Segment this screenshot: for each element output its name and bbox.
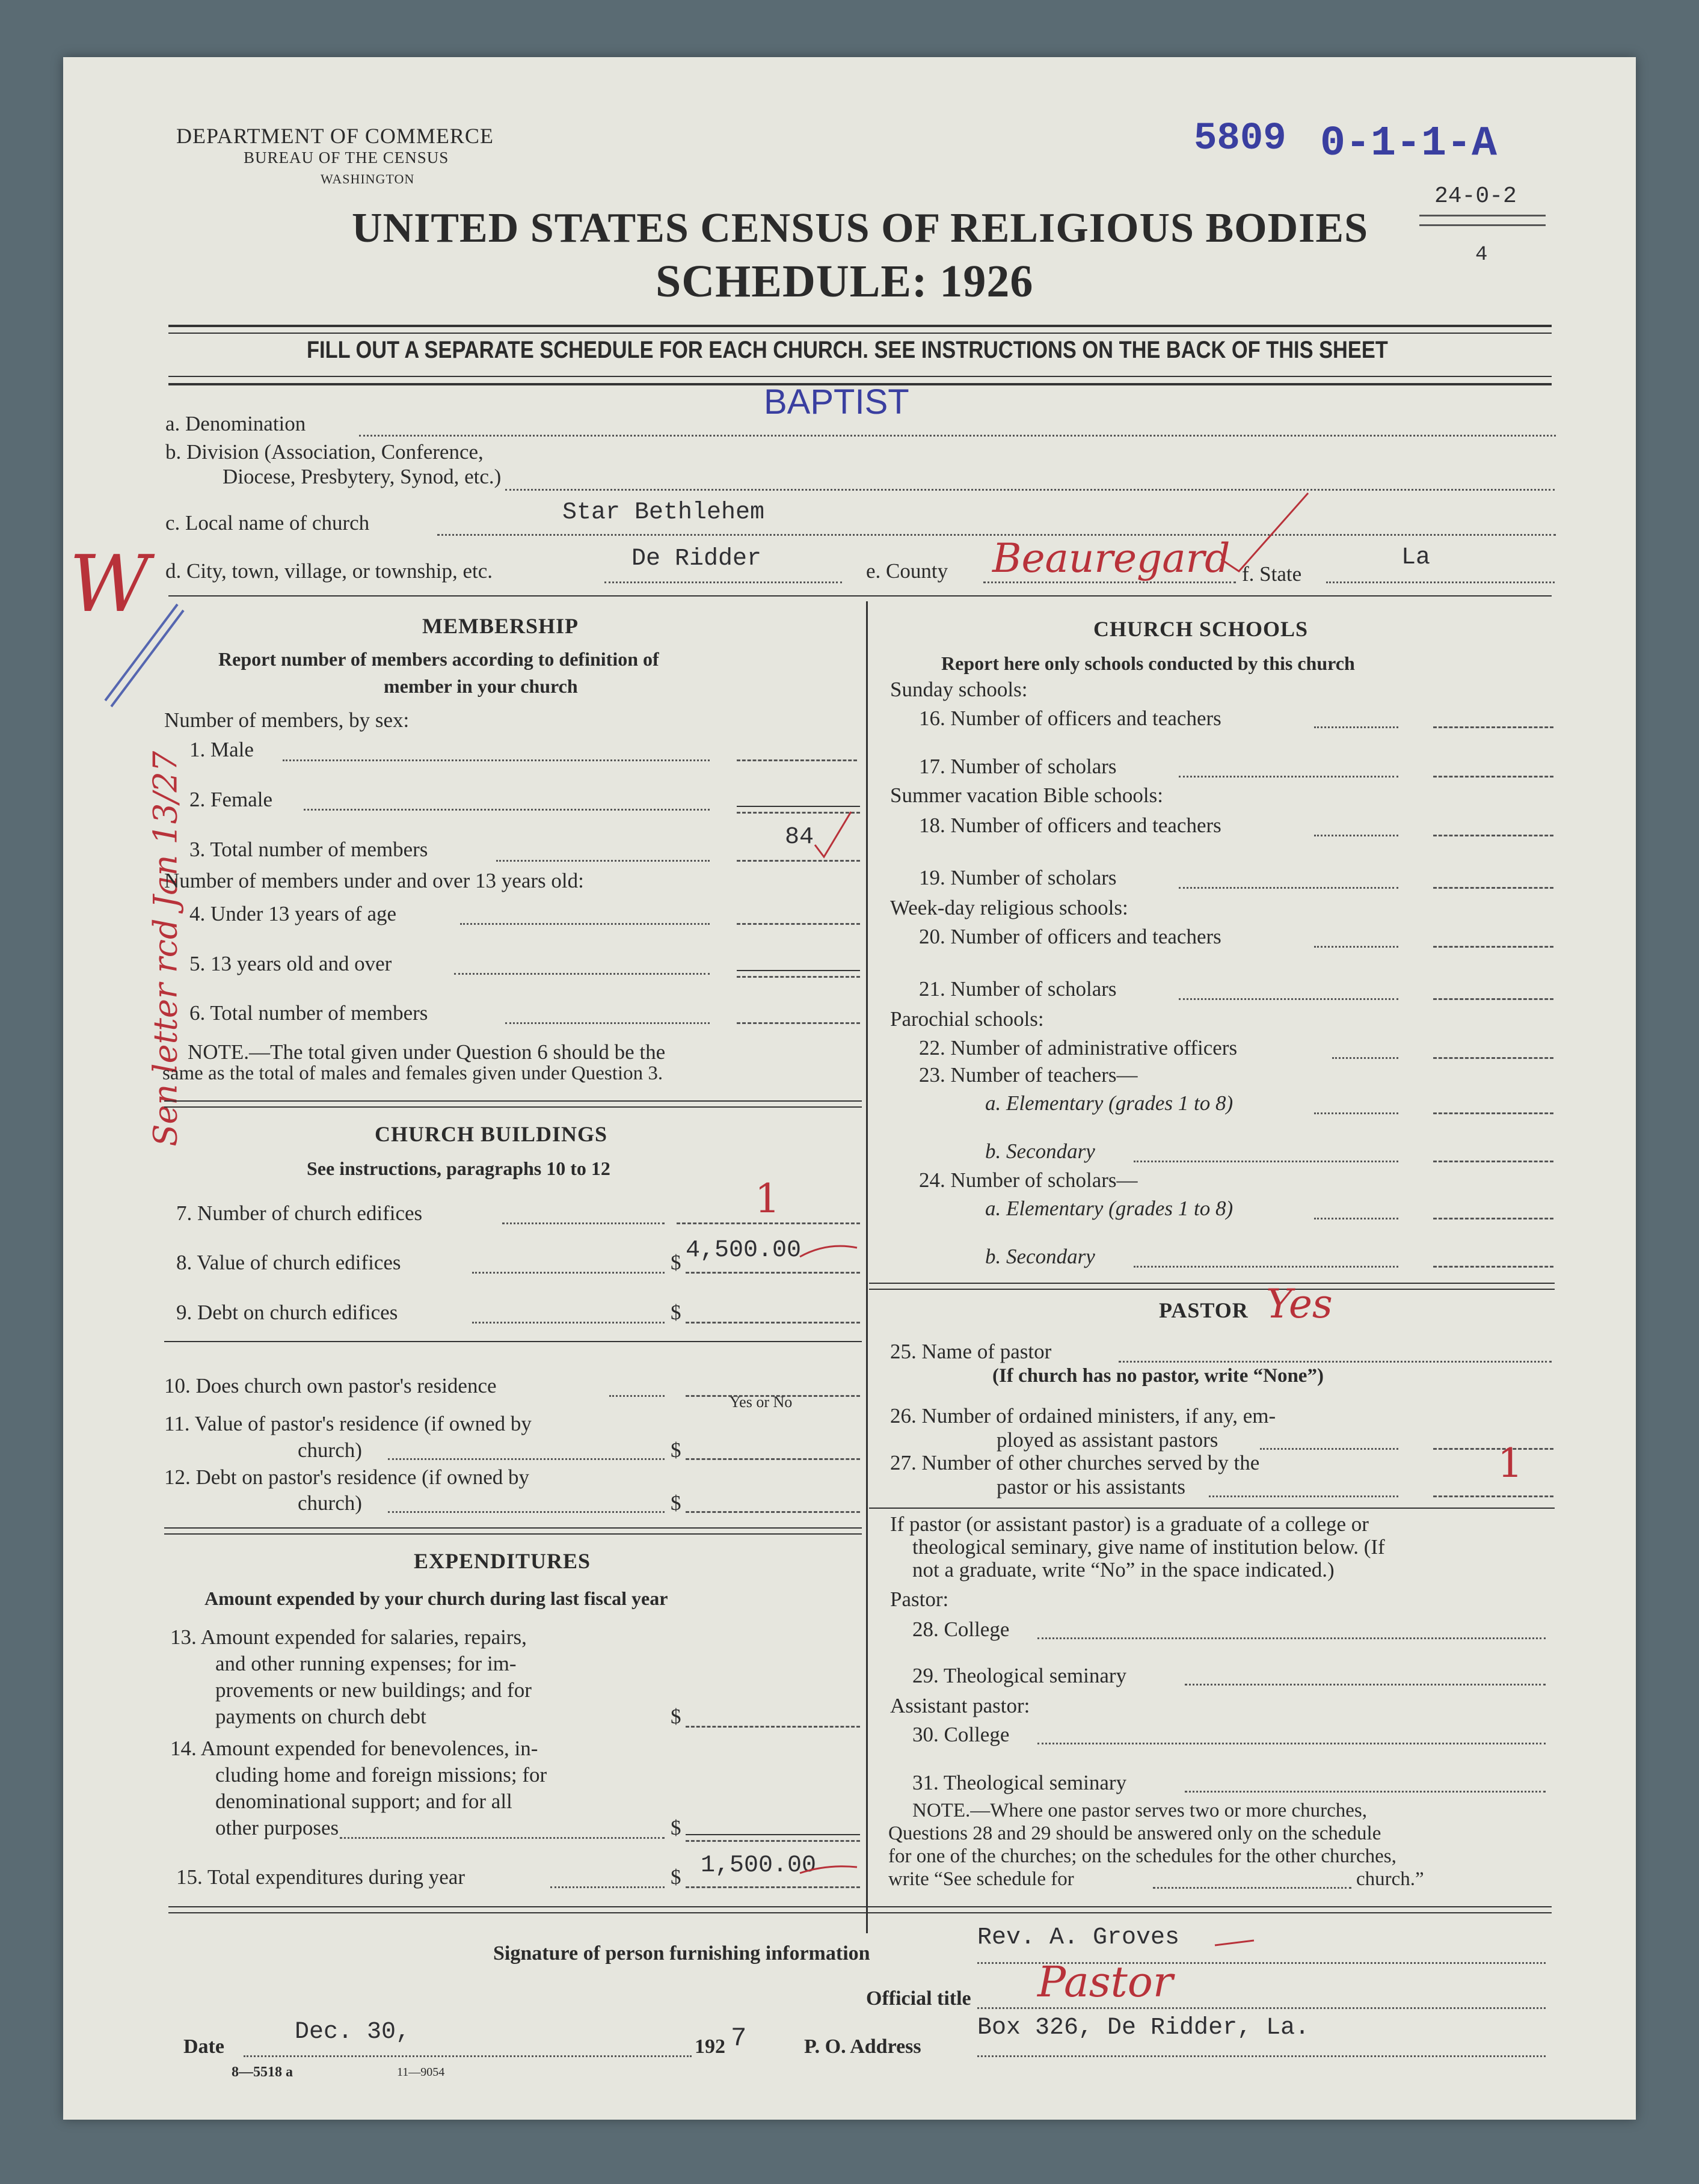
q3-line — [496, 860, 710, 862]
po-address-line — [977, 2055, 1546, 2057]
denomination-line — [359, 435, 1556, 437]
q8-answer — [686, 1272, 860, 1274]
q25-label: 25. Name of pastor — [890, 1340, 1052, 1363]
signature-label: Signature of person furnishing information — [493, 1942, 870, 1965]
q23-label: 23. Number of teachers— — [919, 1063, 1138, 1087]
q14-line — [340, 1837, 665, 1839]
q16-answer — [1433, 726, 1553, 728]
summer-schools-label: Summer vacation Bible schools: — [890, 784, 1163, 807]
q14-answer-rule — [686, 1834, 860, 1835]
q14-answer — [686, 1840, 860, 1842]
year-suffix: 7 — [731, 2023, 747, 2054]
q6-answer — [737, 1022, 860, 1024]
q13-answer — [686, 1726, 860, 1728]
q26-answer — [1433, 1448, 1553, 1450]
q27-label-2: pastor or his assistants — [997, 1475, 1186, 1498]
po-address-value: Box 326, De Ridder, La. — [977, 2014, 1310, 2041]
q15-label: 15. Total expenditures during year — [176, 1865, 465, 1889]
q14-line-1: 14. Amount expended for benevolences, in- — [170, 1737, 538, 1760]
department-line: DEPARTMENT OF COMMERCE — [176, 124, 494, 148]
q25-line — [1119, 1361, 1552, 1363]
parochial-schools-label: Parochial schools: — [890, 1007, 1044, 1031]
schools-sub: Report here only schools conducted by this church — [941, 652, 1355, 674]
city-line — [604, 581, 842, 583]
red-check-county — [1218, 490, 1314, 574]
q24b-answer — [1433, 1266, 1553, 1268]
q17-answer — [1433, 776, 1553, 778]
q29-line — [1185, 1684, 1546, 1686]
official-title-label: Official title — [866, 1987, 971, 2010]
q12-answer — [686, 1511, 860, 1513]
q1-answer — [737, 759, 857, 761]
code-4: 4 — [1475, 244, 1488, 266]
rule-bottom-2 — [168, 1912, 1552, 1913]
red-margin-mark: W — [69, 538, 150, 630]
q24b-line — [1134, 1266, 1398, 1268]
q28-label: 28. College — [912, 1618, 1010, 1641]
rule-pastor-mid — [869, 1508, 1555, 1509]
q6-label: 6. Total number of members — [189, 1001, 428, 1025]
county-value: Beauregard — [992, 535, 1230, 581]
q24a-line — [1314, 1218, 1398, 1219]
rule-columns-top — [168, 595, 1552, 597]
q23b-line — [1134, 1161, 1398, 1162]
q24a-answer — [1433, 1218, 1553, 1219]
q21-line — [1179, 998, 1398, 1000]
county-line — [983, 581, 1236, 583]
q19-answer — [1433, 887, 1553, 889]
form-title: UNITED STATES CENSUS OF RELIGIOUS BODIES — [352, 205, 1369, 251]
date-label: Date — [183, 2035, 224, 2058]
q28-line — [1037, 1637, 1546, 1639]
q23b-answer — [1433, 1161, 1553, 1162]
graduate-note-1: If pastor (or assistant pastor) is a graduate of a college or — [890, 1512, 1369, 1536]
q3-red-check — [812, 809, 854, 863]
members-by-age: Number of members under and over 13 years old: — [164, 869, 584, 892]
q14-line-2: cluding home and foreign missions; for — [215, 1763, 547, 1787]
city-label: d. City, town, village, or township, etc. — [165, 559, 493, 583]
rule-buildings-end-2 — [164, 1533, 862, 1535]
q11-answer — [686, 1458, 860, 1460]
denomination-value: BAPTIST — [764, 382, 909, 422]
q11-line — [388, 1458, 665, 1460]
q31-label: 31. Theological seminary — [912, 1771, 1127, 1794]
q15-dollar: $ — [671, 1865, 681, 1889]
see-schedule-line — [1153, 1887, 1351, 1889]
code-underline — [1419, 215, 1546, 216]
division-line — [505, 489, 1555, 491]
q9-dollar: $ — [671, 1301, 681, 1324]
census-form-sheet — [63, 57, 1636, 2120]
county-label: e. County — [866, 559, 948, 583]
rule-top-2 — [168, 333, 1552, 334]
division-label-1: b. Division (Association, Conference, — [165, 440, 484, 464]
q8-dollar: $ — [671, 1251, 681, 1274]
q26-line — [1260, 1448, 1398, 1450]
q16-line — [1314, 726, 1398, 728]
state-value: La — [1401, 544, 1431, 571]
members-by-sex: Number of members, by sex: — [164, 708, 410, 732]
q9-label: 9. Debt on church edifices — [176, 1301, 398, 1324]
po-address-label: P. O. Address — [804, 2035, 921, 2058]
q19-label: 19. Number of scholars — [919, 866, 1117, 889]
rule-schools-end-2 — [869, 1289, 1555, 1290]
q13-line-1: 13. Amount expended for salaries, repairs, — [170, 1625, 527, 1649]
pastor-heading: PASTOR — [1159, 1298, 1249, 1322]
q12-line — [388, 1511, 665, 1513]
q23a-line — [1314, 1112, 1398, 1114]
column-divider — [866, 601, 868, 1933]
q18-line — [1314, 835, 1398, 836]
expenditures-sub: Amount expended by your church during last fiscal year — [204, 1587, 668, 1609]
rule-membership-end — [164, 1100, 862, 1102]
expenditures-heading: EXPENDITURES — [414, 1549, 591, 1573]
q4-line — [460, 923, 710, 925]
assistant-pastor-subhead: Assistant pastor: — [890, 1694, 1030, 1717]
q8-line — [472, 1272, 665, 1274]
rule-buildings-mid — [164, 1341, 862, 1342]
q18-label: 18. Number of officers and teachers — [919, 814, 1221, 837]
membership-sub-1: Report number of members according to definition of — [218, 648, 659, 670]
q21-answer — [1433, 998, 1553, 1000]
q5-answer — [737, 976, 860, 978]
signature-red-mark — [1212, 1933, 1260, 1951]
q23a-answer — [1433, 1112, 1553, 1114]
q4-answer — [737, 923, 860, 925]
q27-value: 1 — [1498, 1440, 1523, 1486]
pastor-note-1: NOTE.—Where one pastor serves two or more churches, — [912, 1800, 1367, 1821]
q20-answer — [1433, 946, 1553, 948]
q3-value: 84 — [785, 824, 814, 851]
q8-value: 4,500.00 — [686, 1237, 802, 1264]
q13-line-4: payments on church debt — [215, 1705, 426, 1728]
q10-label: 10. Does church own pastor's residence — [164, 1374, 497, 1397]
q19-line — [1179, 887, 1398, 889]
q15-value: 1,500.00 — [701, 1852, 817, 1879]
q7-value: 1 — [755, 1176, 780, 1222]
rule-membership-end-2 — [164, 1106, 862, 1108]
q12-label-1: 12. Debt on pastor's residence (if owned by — [164, 1465, 529, 1489]
blue-pencil-mark — [99, 598, 189, 719]
q11-label-2: church) — [298, 1438, 362, 1462]
q2-answer-rule — [737, 806, 860, 807]
q7-label: 7. Number of church edifices — [176, 1201, 423, 1225]
year-prefix: 192 — [695, 2035, 725, 2058]
rule-under-banner — [168, 376, 1552, 377]
buildings-sub: See instructions, paragraphs 10 to 12 — [307, 1158, 610, 1179]
q22-line — [1332, 1057, 1398, 1059]
denomination-label: a. Denomination — [165, 412, 306, 435]
q21-label: 21. Number of scholars — [919, 977, 1117, 1001]
q27-answer — [1433, 1495, 1553, 1497]
q13-line-2: and other running expenses; for im- — [215, 1652, 517, 1675]
q15-answer — [686, 1886, 860, 1888]
q8-red-strike — [797, 1233, 863, 1269]
q3-label: 3. Total number of members — [189, 838, 428, 861]
q7-line — [502, 1222, 665, 1224]
q23a-label: a. Elementary (grades 1 to 8) — [985, 1091, 1234, 1115]
rule-buildings-end — [164, 1527, 862, 1529]
pastor-note-2: Questions 28 and 29 should be answered only on the schedule — [888, 1823, 1381, 1844]
q2-label: 2. Female — [189, 788, 273, 811]
q30-line — [1037, 1743, 1546, 1744]
code-24-0-2: 24-0-2 — [1434, 183, 1517, 209]
pastor-note-4: write “See schedule for — [888, 1868, 1074, 1890]
membership-note-2: same as the total of males and females given under Question 3. — [162, 1063, 663, 1084]
yes-no-hint: Yes or No — [730, 1393, 793, 1411]
q27-line — [1209, 1495, 1398, 1497]
state-label: f. State — [1242, 562, 1302, 586]
q25-note: (If church has no pastor, write “None”) — [992, 1365, 1324, 1387]
rule-schools-end — [869, 1283, 1555, 1284]
q7-answer — [677, 1222, 860, 1224]
q24b-label: b. Secondary — [985, 1245, 1095, 1268]
graduate-note-2: theological seminary, give name of institution below. (If — [912, 1535, 1385, 1559]
code-underline-2 — [1419, 224, 1546, 226]
q31-line — [1185, 1791, 1546, 1793]
q1-line — [283, 759, 710, 761]
q2-line — [304, 809, 710, 811]
schools-heading: CHURCH SCHOOLS — [1093, 617, 1309, 641]
q26-label-2: ployed as assistant pastors — [997, 1428, 1218, 1452]
city-value: De Ridder — [631, 545, 762, 572]
q5-answer-rule — [737, 970, 860, 971]
stamp-number: 5809 — [1194, 117, 1286, 161]
q29-label: 29. Theological seminary — [912, 1664, 1127, 1687]
official-title-line — [977, 2007, 1546, 2009]
schedule-title: SCHEDULE: 1926 — [656, 256, 1034, 307]
q12-dollar: $ — [671, 1491, 681, 1515]
q24a-label: a. Elementary (grades 1 to 8) — [985, 1197, 1234, 1220]
q17-label: 17. Number of scholars — [919, 755, 1117, 778]
pastor-note-3: for one of the churches; on the schedules for the other churches, — [888, 1845, 1396, 1867]
q5-line — [454, 973, 710, 975]
q14-line-4: other purposes — [215, 1816, 339, 1839]
q8-label: 8. Value of church edifices — [176, 1251, 401, 1274]
q6-line — [505, 1022, 710, 1024]
q12-label-2: church) — [298, 1491, 362, 1515]
membership-sub-2: member in your church — [384, 675, 578, 697]
q26-label-1: 26. Number of ordained ministers, if any, em- — [890, 1404, 1276, 1428]
side-margin-note: Sen letter rcd Jan 13/27 — [146, 750, 185, 1147]
stamp-code: 0-1-1-A — [1320, 120, 1498, 168]
signature-value: Rev. A. Groves — [977, 1924, 1180, 1951]
q18-answer — [1433, 835, 1553, 836]
q16-label: 16. Number of officers and teachers — [919, 707, 1221, 730]
rule-bottom — [168, 1906, 1552, 1907]
q14-line-3: denominational support; and for all — [215, 1790, 512, 1813]
form-number: 8—5518 a — [232, 2064, 293, 2080]
sunday-schools-label: Sunday schools: — [890, 678, 1028, 701]
q17-line — [1179, 776, 1398, 778]
q13-dollar: $ — [671, 1705, 681, 1728]
q23b-label: b. Secondary — [985, 1140, 1095, 1163]
q10-line — [609, 1395, 665, 1397]
q15-red-strike — [797, 1855, 863, 1885]
q27-label-1: 27. Number of other churches served by the — [890, 1451, 1260, 1474]
q22-answer — [1433, 1057, 1553, 1059]
buildings-heading: CHURCH BUILDINGS — [375, 1122, 608, 1146]
q15-line — [550, 1886, 665, 1888]
q20-line — [1314, 946, 1398, 948]
q22-label: 22. Number of administrative officers — [919, 1036, 1238, 1060]
instruction-banner: FILL OUT A SEPARATE SCHEDULE FOR EACH CHURCH. SEE INSTRUCTIONS ON THE BACK OF THIS SHEET — [307, 337, 1388, 363]
q9-answer — [686, 1322, 860, 1324]
pastor-yes-handwritten: Yes — [1266, 1281, 1333, 1327]
official-title-value: Pastor — [1037, 1957, 1173, 2007]
state-line — [1326, 581, 1555, 583]
q9-line — [472, 1322, 665, 1324]
q11-dollar: $ — [671, 1438, 681, 1462]
pastor-note-5: church.” — [1356, 1868, 1424, 1890]
q20-label: 20. Number of officers and teachers — [919, 925, 1221, 948]
weekday-schools-label: Week-day religious schools: — [890, 896, 1128, 919]
church-name-label: c. Local name of church — [165, 511, 370, 535]
membership-heading: MEMBERSHIP — [422, 614, 579, 638]
graduate-note-3: not a graduate, write “No” in the space indicated.) — [912, 1558, 1335, 1581]
washington-line: WASHINGTON — [321, 171, 415, 186]
q11-label-1: 11. Value of pastor's residence (if owned by — [164, 1412, 532, 1435]
q5-label: 5. 13 years old and over — [189, 952, 392, 975]
q14-dollar: $ — [671, 1816, 681, 1839]
q13-line-3: provements or new buildings; and for — [215, 1678, 532, 1702]
division-label-2: Diocese, Presbytery, Synod, etc.) — [223, 465, 502, 488]
q24-label: 24. Number of scholars— — [919, 1168, 1138, 1192]
q1-label: 1. Male — [189, 738, 254, 761]
membership-note-1: NOTE.—The total given under Question 6 should be the — [188, 1040, 666, 1064]
rule-top — [168, 325, 1552, 327]
date-value: Dec. 30, — [295, 2019, 411, 2046]
pastor-subhead: Pastor: — [890, 1587, 949, 1611]
q30-label: 30. College — [912, 1723, 1010, 1746]
q4-label: 4. Under 13 years of age — [189, 902, 397, 925]
bureau-line: BUREAU OF THE CENSUS — [244, 149, 449, 167]
date-line — [244, 2055, 692, 2057]
church-name-value: Star Bethlehem — [562, 499, 765, 526]
print-number: 11—9054 — [397, 2066, 445, 2079]
